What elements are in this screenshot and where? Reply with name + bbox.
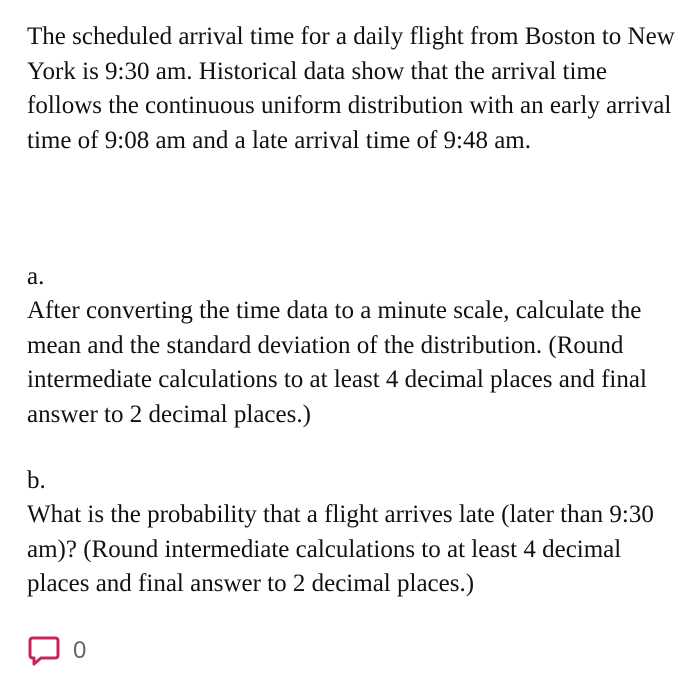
- comments-button[interactable]: [27, 634, 86, 668]
- part-a-label: a.: [27, 263, 45, 290]
- part-b-text: What is the probability that a flight arrives late (later than 9:30 am)? (Round intermediate calculations to at least 4 decimal places and final answer to 2 decimal places.): [27, 501, 654, 597]
- question-body: [27, 20, 677, 597]
- comment-bubble-icon: [27, 634, 61, 668]
- question-intro: The scheduled arrival time for a daily flight from Boston to New York is 9:30 am. Historical data show that the arrival time follows the continuous uniform distribution with an early arrival time of 9:08 am and a late arrival time of 9:48 am.: [27, 23, 675, 154]
- part-b-label: b.: [27, 467, 46, 494]
- part-a-text: After converting the time data to a minute scale, calculate the mean and the standard deviation of the distribution. (Round intermediate calculations to at least 4 decimal places and final answer to 2 decimal places.): [27, 297, 647, 428]
- comment-count: 0: [73, 637, 87, 664]
